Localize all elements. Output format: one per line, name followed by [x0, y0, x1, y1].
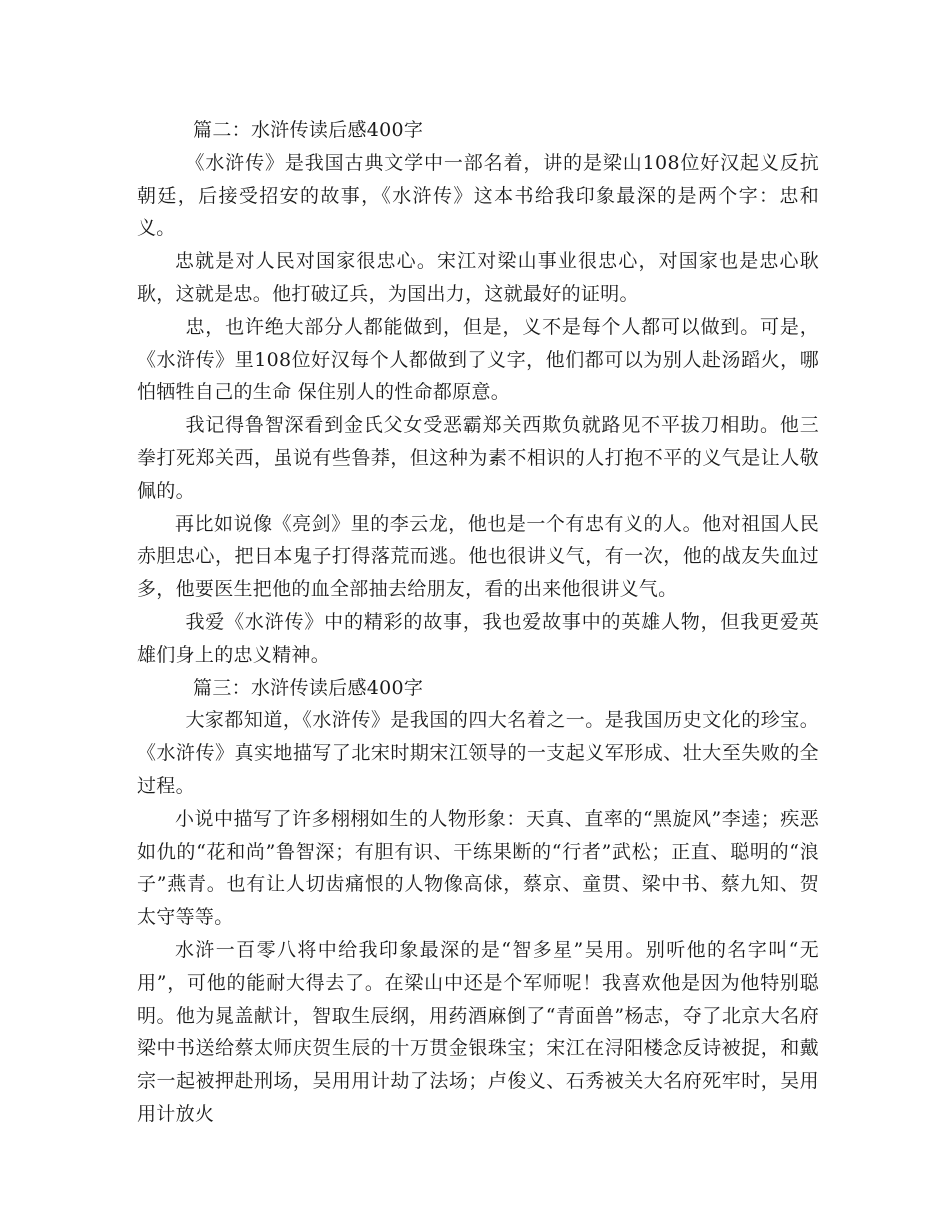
body-paragraph: 《水浒传》是我国古典文学中一部名着，讲的是梁山108位好汉起义反抗朝廷，后接受招安的故事，《水浒传》这本书给我印象最深的是两个字：忠和义。 — [137, 151, 819, 240]
document-body — [137, 114, 819, 1131]
body-paragraph: 大家都知道，《水浒传》是我国的四大名着之一。是我国历史文化的珍宝。《水浒传》真实地描写了北宋时期宋江领导的一支起义军形成、壮大至失败的全过程。 — [137, 709, 819, 797]
body-paragraph: 我爱《水浒传》中的精彩的故事，我也爱故事中的英雄人物，但我更爱英雄们身上的忠义精神。 — [137, 610, 819, 666]
body-paragraph: 再比如说像《亮剑》里的李云龙，他也是一个有忠有义的人。他对祖国人民赤胆忠心，把日本鬼子打得落荒而逃。他也很讲义气，有一次，他的战友失血过多，他要医生把他的血全部抽去给朋友，看的出来他很讲义气。 — [137, 512, 819, 601]
body-paragraph: 忠就是对人民对国家很忠心。宋江对梁山事业很忠心，对国家也是忠心耿耿，这就是忠。他打破辽兵，为国出力，这就最好的证明。 — [137, 250, 819, 305]
section-heading-3: 篇三：水浒传读后感400字 — [193, 676, 424, 699]
body-paragraph: 小说中描写了许多栩栩如生的人物形象：天真、直率的“黑旋风”李逵；疾恶如仇的“花和尚”鲁智深；有胆有识、干练果断的“行者”武松；正直、聪明的“浪子”燕青。也有让人切齿痛恨的人物像高俅，蔡京、童贯、梁中书、蔡九知、贺太守等等。 — [137, 807, 819, 929]
section-heading-2: 篇二：水浒传读后感400字 — [193, 119, 424, 141]
body-paragraph: 忠，也许绝大部分人都能做到，但是，义不是每个人都可以做到。可是，《水浒传》里108位好汉每个人都做到了义字，他们都可以为别人赴汤蹈火，哪怕牺牲自己的生命 保住别人的性命都原意。 — [137, 315, 819, 404]
body-paragraph: 水浒一百零八将中给我印象最深的是“智多星”吴用。别听他的名字叫“无用”，可他的能耐大得去了。在梁山中还是个军师呢！我喜欢他是因为他特别聪明。他为晁盖献计，智取生辰纲，用药酒麻倒了“青面兽”杨志，夺了北京大名府梁中书送给蔡太师庆贺生辰的十万贯金银珠宝；宋江在浔阳楼念反诗被捉，和戴宗一起被押赴刑场，吴用用计劫了法场；卢俊义、石秀被关大名府死牢时，吴用用计放火 — [137, 938, 819, 1125]
body-paragraph: 我记得鲁智深看到金氏父女受恶霸郑关西欺负就路见不平拔刀相助。他三拳打死郑关西，虽说有些鲁莽，但这种为素不相识的人打抱不平的义气是让人敬佩的。 — [137, 414, 819, 502]
